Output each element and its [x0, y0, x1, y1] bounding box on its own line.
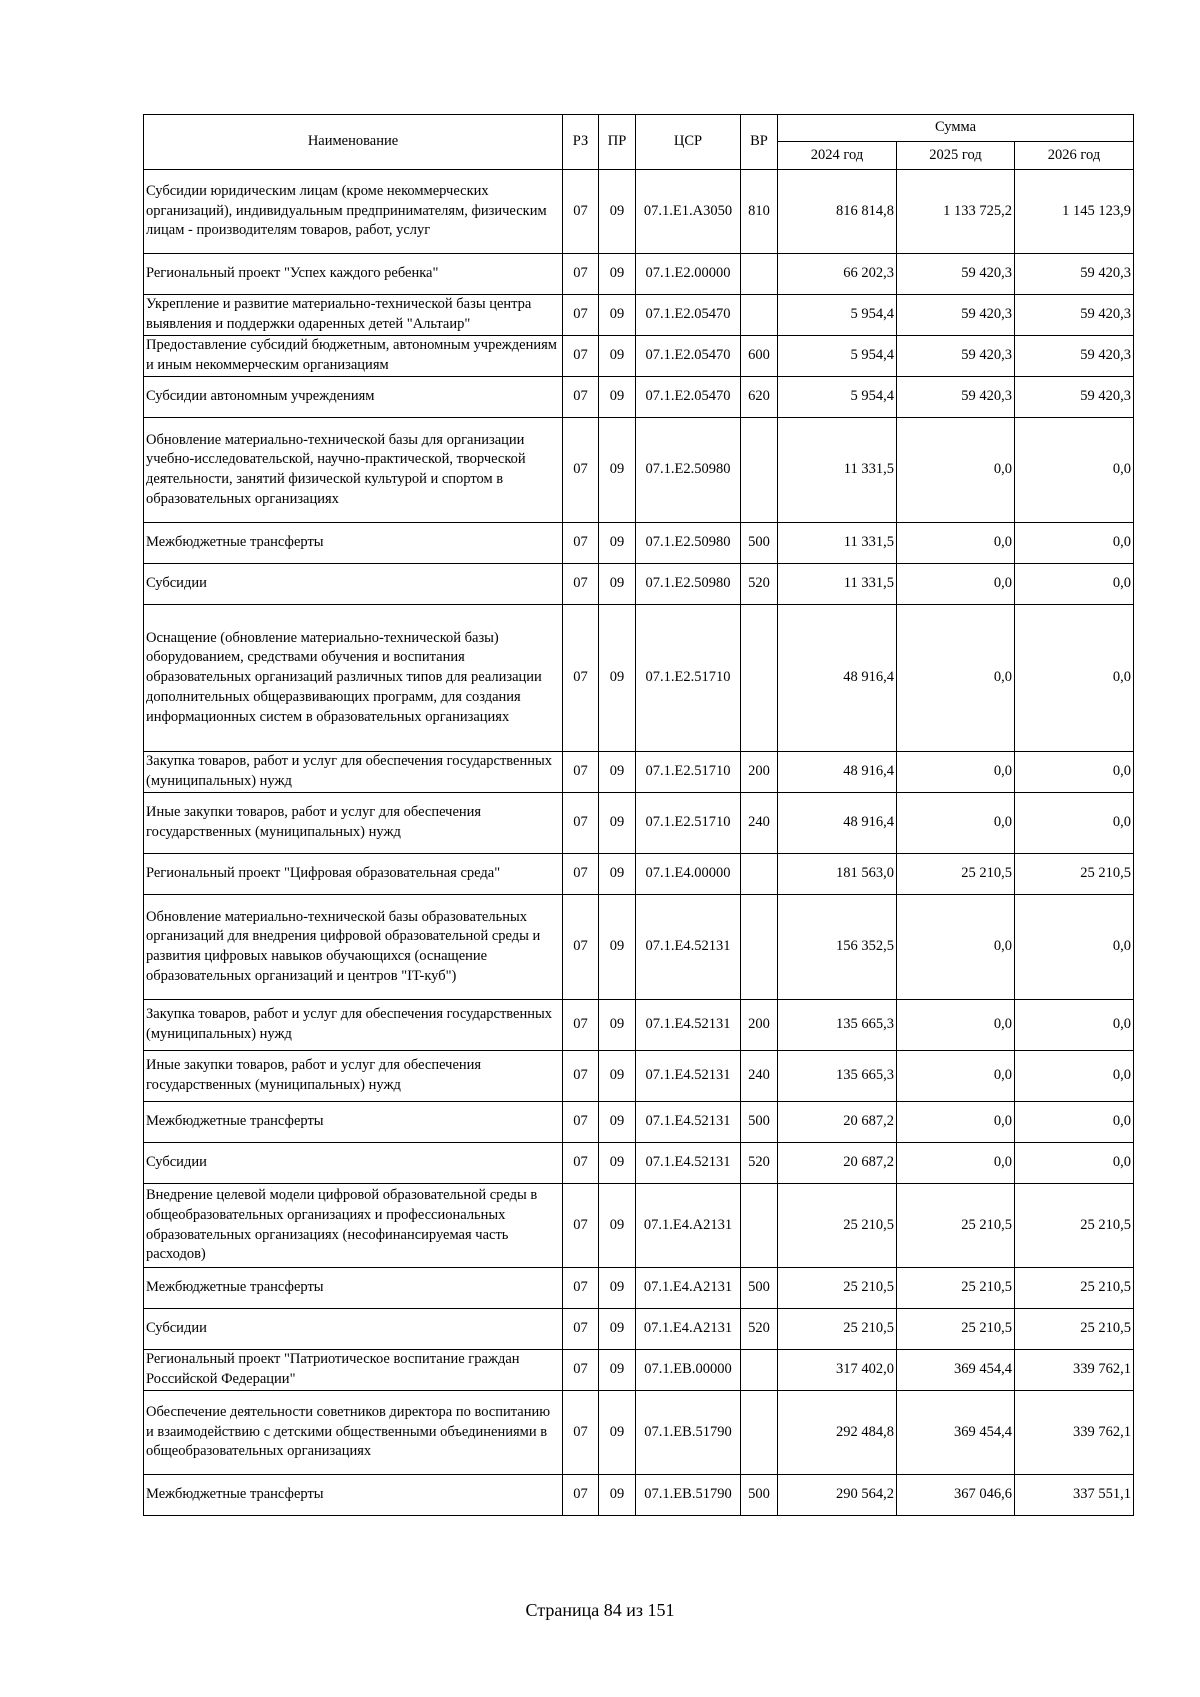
row-rz: 07 [563, 336, 599, 377]
row-rz: 07 [563, 752, 599, 793]
row-amount-2026: 0,0 [1015, 895, 1134, 1000]
row-csr: 07.1.E4.52131 [636, 1051, 741, 1102]
row-amount-2024: 25 210,5 [778, 1309, 897, 1350]
table-row [144, 793, 1134, 854]
row-amount-2026: 59 420,3 [1015, 377, 1134, 418]
row-amount-2024: 292 484,8 [778, 1391, 897, 1475]
row-vr: 520 [741, 564, 778, 605]
row-rz: 07 [563, 854, 599, 895]
table-row [144, 1143, 1134, 1184]
row-amount-2024: 5 954,4 [778, 377, 897, 418]
row-amount-2026: 25 210,5 [1015, 1309, 1134, 1350]
row-amount-2025: 25 210,5 [897, 854, 1015, 895]
table-row [144, 1475, 1134, 1516]
row-amount-2024: 66 202,3 [778, 254, 897, 295]
row-pr: 09 [599, 170, 636, 254]
row-name: Субсидии автономным учреждениям [144, 377, 563, 418]
row-amount-2024: 135 665,3 [778, 1000, 897, 1051]
row-csr: 07.1.E4.52131 [636, 895, 741, 1000]
table-row [144, 752, 1134, 793]
row-amount-2026: 0,0 [1015, 564, 1134, 605]
row-vr [741, 254, 778, 295]
row-amount-2024: 20 687,2 [778, 1143, 897, 1184]
row-amount-2026: 59 420,3 [1015, 254, 1134, 295]
row-name: Субсидии юридическим лицам (кроме некоммерческих организаций), индивидуальным предпринимателям, физическим лицам - производителям товаров, работ, услуг [144, 170, 563, 254]
budget-table [143, 114, 1134, 1516]
row-rz: 07 [563, 895, 599, 1000]
row-name: Обновление материально-технической базы образовательных организаций для внедрения цифровой образовательной среды и развития цифровых навыков обучающихся (оснащение образовательных организаций и центров "IT-куб") [144, 895, 563, 1000]
header-year-2024: 2024 год [778, 142, 897, 170]
row-amount-2025: 0,0 [897, 793, 1015, 854]
row-pr: 09 [599, 1102, 636, 1143]
row-csr: 07.1.E2.51710 [636, 605, 741, 752]
row-rz: 07 [563, 377, 599, 418]
row-amount-2025: 0,0 [897, 1102, 1015, 1143]
row-csr: 07.1.EB.00000 [636, 1350, 741, 1391]
table-row [144, 605, 1134, 752]
row-rz: 07 [563, 1000, 599, 1051]
row-name: Обновление материально-технической базы для организации учебно-исследовательской, научно-практической, творческой деятельности, занятий физической культурой и спортом в образовательных организациях [144, 418, 563, 523]
row-csr: 07.1.EB.51790 [636, 1391, 741, 1475]
row-name: Оснащение (обновление материально-технической базы) оборудованием, средствами обучения и воспитания образовательных организаций различных типов для реализации дополнительных общеразвивающих программ, для создания информационных систем в образовательных организациях [144, 605, 563, 752]
row-pr: 09 [599, 336, 636, 377]
row-amount-2026: 0,0 [1015, 523, 1134, 564]
row-pr: 09 [599, 895, 636, 1000]
row-amount-2026: 0,0 [1015, 418, 1134, 523]
row-amount-2025: 1 133 725,2 [897, 170, 1015, 254]
row-amount-2024: 11 331,5 [778, 564, 897, 605]
row-amount-2024: 11 331,5 [778, 418, 897, 523]
row-amount-2025: 0,0 [897, 752, 1015, 793]
row-csr: 07.1.E2.05470 [636, 295, 741, 336]
row-amount-2026: 25 210,5 [1015, 1268, 1134, 1309]
row-amount-2025: 59 420,3 [897, 377, 1015, 418]
row-name: Обеспечение деятельности советников директора по воспитанию и взаимодействию с детскими общественными объединениями в общеобразовательных организациях [144, 1391, 563, 1475]
row-name: Иные закупки товаров, работ и услуг для обеспечения государственных (муниципальных) нужд [144, 1051, 563, 1102]
row-amount-2026: 0,0 [1015, 1143, 1134, 1184]
row-amount-2026: 339 762,1 [1015, 1350, 1134, 1391]
row-amount-2024: 290 564,2 [778, 1475, 897, 1516]
row-csr: 07.1.E4.A2131 [636, 1268, 741, 1309]
header-name: Наименование [144, 115, 563, 170]
row-csr: 07.1.EB.51790 [636, 1475, 741, 1516]
row-vr: 500 [741, 523, 778, 564]
header-vr: ВР [741, 115, 778, 170]
row-amount-2025: 0,0 [897, 418, 1015, 523]
row-pr: 09 [599, 254, 636, 295]
row-csr: 07.1.E2.05470 [636, 377, 741, 418]
row-csr: 07.1.E4.A2131 [636, 1309, 741, 1350]
table-row [144, 854, 1134, 895]
row-name: Иные закупки товаров, работ и услуг для обеспечения государственных (муниципальных) нужд [144, 793, 563, 854]
row-amount-2026: 25 210,5 [1015, 1184, 1134, 1268]
table-body [144, 170, 1134, 1516]
row-rz: 07 [563, 1309, 599, 1350]
row-amount-2025: 0,0 [897, 1143, 1015, 1184]
row-amount-2024: 11 331,5 [778, 523, 897, 564]
row-amount-2025: 0,0 [897, 1000, 1015, 1051]
row-name: Субсидии [144, 1143, 563, 1184]
row-rz: 07 [563, 170, 599, 254]
row-pr: 09 [599, 752, 636, 793]
row-vr [741, 1184, 778, 1268]
row-rz: 07 [563, 793, 599, 854]
row-rz: 07 [563, 1350, 599, 1391]
row-rz: 07 [563, 605, 599, 752]
row-name: Субсидии [144, 1309, 563, 1350]
row-amount-2025: 25 210,5 [897, 1309, 1015, 1350]
row-vr: 500 [741, 1268, 778, 1309]
page-number: Страница 84 из 151 [525, 1600, 675, 1620]
row-csr: 07.1.E2.51710 [636, 752, 741, 793]
row-amount-2025: 0,0 [897, 1051, 1015, 1102]
row-vr [741, 418, 778, 523]
row-vr: 500 [741, 1475, 778, 1516]
row-amount-2025: 0,0 [897, 895, 1015, 1000]
row-name: Закупка товаров, работ и услуг для обеспечения государственных (муниципальных) нужд [144, 1000, 563, 1051]
row-pr: 09 [599, 1051, 636, 1102]
header-year-2026: 2026 год [1015, 142, 1134, 170]
table-row [144, 1184, 1134, 1268]
row-csr: 07.1.E4.A2131 [636, 1184, 741, 1268]
row-pr: 09 [599, 564, 636, 605]
row-rz: 07 [563, 564, 599, 605]
row-amount-2026: 25 210,5 [1015, 854, 1134, 895]
row-pr: 09 [599, 793, 636, 854]
row-pr: 09 [599, 418, 636, 523]
row-pr: 09 [599, 854, 636, 895]
table-row [144, 295, 1134, 336]
row-name: Региональный проект "Цифровая образовательная среда" [144, 854, 563, 895]
row-amount-2024: 317 402,0 [778, 1350, 897, 1391]
row-name: Региональный проект "Успех каждого ребенка" [144, 254, 563, 295]
row-rz: 07 [563, 1143, 599, 1184]
row-amount-2026: 0,0 [1015, 793, 1134, 854]
row-name: Межбюджетные трансферты [144, 523, 563, 564]
header-year-2025: 2025 год [897, 142, 1015, 170]
table-row [144, 377, 1134, 418]
row-csr: 07.1.E2.50980 [636, 564, 741, 605]
row-vr: 500 [741, 1102, 778, 1143]
row-vr [741, 854, 778, 895]
row-amount-2024: 135 665,3 [778, 1051, 897, 1102]
row-rz: 07 [563, 418, 599, 523]
row-pr: 09 [599, 1350, 636, 1391]
row-name: Укрепление и развитие материально-технической базы центра выявления и поддержки одаренных детей "Альтаир" [144, 295, 563, 336]
row-pr: 09 [599, 1475, 636, 1516]
row-vr [741, 1391, 778, 1475]
row-name: Предоставление субсидий бюджетным, автономным учреждениям и иным некоммерческим организациям [144, 336, 563, 377]
row-amount-2026: 59 420,3 [1015, 295, 1134, 336]
table-row [144, 418, 1134, 523]
row-name: Субсидии [144, 564, 563, 605]
row-csr: 07.1.E2.50980 [636, 523, 741, 564]
row-csr: 07.1.E4.52131 [636, 1143, 741, 1184]
row-amount-2025: 25 210,5 [897, 1184, 1015, 1268]
row-pr: 09 [599, 1391, 636, 1475]
row-amount-2024: 48 916,4 [778, 605, 897, 752]
header-pr: ПР [599, 115, 636, 170]
row-amount-2025: 25 210,5 [897, 1268, 1015, 1309]
row-vr: 240 [741, 1051, 778, 1102]
row-amount-2024: 25 210,5 [778, 1268, 897, 1309]
table-row [144, 895, 1134, 1000]
table-row [144, 1391, 1134, 1475]
row-csr: 07.1.E2.50980 [636, 418, 741, 523]
row-rz: 07 [563, 1102, 599, 1143]
row-rz: 07 [563, 1391, 599, 1475]
row-amount-2024: 48 916,4 [778, 752, 897, 793]
table-row [144, 254, 1134, 295]
row-vr [741, 895, 778, 1000]
row-pr: 09 [599, 295, 636, 336]
row-vr: 200 [741, 752, 778, 793]
row-vr [741, 295, 778, 336]
row-vr: 240 [741, 793, 778, 854]
row-pr: 09 [599, 1184, 636, 1268]
row-amount-2024: 816 814,8 [778, 170, 897, 254]
row-amount-2026: 337 551,1 [1015, 1475, 1134, 1516]
row-amount-2024: 181 563,0 [778, 854, 897, 895]
row-rz: 07 [563, 1475, 599, 1516]
row-amount-2026: 1 145 123,9 [1015, 170, 1134, 254]
table-row [144, 1350, 1134, 1391]
row-amount-2025: 0,0 [897, 564, 1015, 605]
row-vr: 520 [741, 1309, 778, 1350]
row-csr: 07.1.E2.51710 [636, 793, 741, 854]
row-vr: 620 [741, 377, 778, 418]
row-amount-2026: 339 762,1 [1015, 1391, 1134, 1475]
row-pr: 09 [599, 1268, 636, 1309]
row-vr [741, 605, 778, 752]
row-vr: 600 [741, 336, 778, 377]
table-row [144, 1268, 1134, 1309]
row-pr: 09 [599, 523, 636, 564]
row-amount-2025: 0,0 [897, 605, 1015, 752]
row-amount-2024: 20 687,2 [778, 1102, 897, 1143]
table-row [144, 336, 1134, 377]
row-amount-2025: 367 046,6 [897, 1475, 1015, 1516]
row-csr: 07.1.E2.05470 [636, 336, 741, 377]
row-amount-2026: 0,0 [1015, 1000, 1134, 1051]
row-rz: 07 [563, 254, 599, 295]
row-name: Внедрение целевой модели цифровой образовательной среды в общеобразовательных организациях и профессиональных образовательных организациях (несофинансируемая часть расходов) [144, 1184, 563, 1268]
row-rz: 07 [563, 1051, 599, 1102]
row-vr: 810 [741, 170, 778, 254]
row-rz: 07 [563, 1268, 599, 1309]
table-row [144, 523, 1134, 564]
row-pr: 09 [599, 377, 636, 418]
row-csr: 07.1.E1.A3050 [636, 170, 741, 254]
row-amount-2025: 369 454,4 [897, 1350, 1015, 1391]
row-amount-2026: 0,0 [1015, 605, 1134, 752]
row-pr: 09 [599, 605, 636, 752]
header-csr: ЦСР [636, 115, 741, 170]
row-rz: 07 [563, 295, 599, 336]
row-amount-2026: 59 420,3 [1015, 336, 1134, 377]
row-pr: 09 [599, 1143, 636, 1184]
row-csr: 07.1.E4.52131 [636, 1000, 741, 1051]
row-name: Межбюджетные трансферты [144, 1102, 563, 1143]
row-rz: 07 [563, 1184, 599, 1268]
row-name: Межбюджетные трансферты [144, 1268, 563, 1309]
row-amount-2025: 59 420,3 [897, 295, 1015, 336]
table-row [144, 564, 1134, 605]
table-row [144, 1102, 1134, 1143]
header-sum: Сумма [778, 115, 1134, 142]
row-pr: 09 [599, 1309, 636, 1350]
row-name: Межбюджетные трансферты [144, 1475, 563, 1516]
row-csr: 07.1.E2.00000 [636, 254, 741, 295]
row-amount-2025: 369 454,4 [897, 1391, 1015, 1475]
table-header [144, 115, 1134, 170]
table-row [144, 1000, 1134, 1051]
row-amount-2026: 0,0 [1015, 1102, 1134, 1143]
row-pr: 09 [599, 1000, 636, 1051]
table-row [144, 1309, 1134, 1350]
row-amount-2024: 5 954,4 [778, 295, 897, 336]
row-amount-2024: 25 210,5 [778, 1184, 897, 1268]
row-vr: 200 [741, 1000, 778, 1051]
row-amount-2025: 59 420,3 [897, 254, 1015, 295]
table-row [144, 1051, 1134, 1102]
row-vr [741, 1350, 778, 1391]
row-amount-2026: 0,0 [1015, 1051, 1134, 1102]
row-amount-2025: 0,0 [897, 523, 1015, 564]
table-row [144, 170, 1134, 254]
row-amount-2024: 5 954,4 [778, 336, 897, 377]
row-amount-2024: 156 352,5 [778, 895, 897, 1000]
row-rz: 07 [563, 523, 599, 564]
row-csr: 07.1.E4.52131 [636, 1102, 741, 1143]
row-csr: 07.1.E4.00000 [636, 854, 741, 895]
row-amount-2025: 59 420,3 [897, 336, 1015, 377]
header-rz: РЗ [563, 115, 599, 170]
row-name: Закупка товаров, работ и услуг для обеспечения государственных (муниципальных) нужд [144, 752, 563, 793]
row-name: Региональный проект "Патриотическое воспитание граждан Российской Федерации" [144, 1350, 563, 1391]
row-amount-2024: 48 916,4 [778, 793, 897, 854]
row-vr: 520 [741, 1143, 778, 1184]
row-amount-2026: 0,0 [1015, 752, 1134, 793]
